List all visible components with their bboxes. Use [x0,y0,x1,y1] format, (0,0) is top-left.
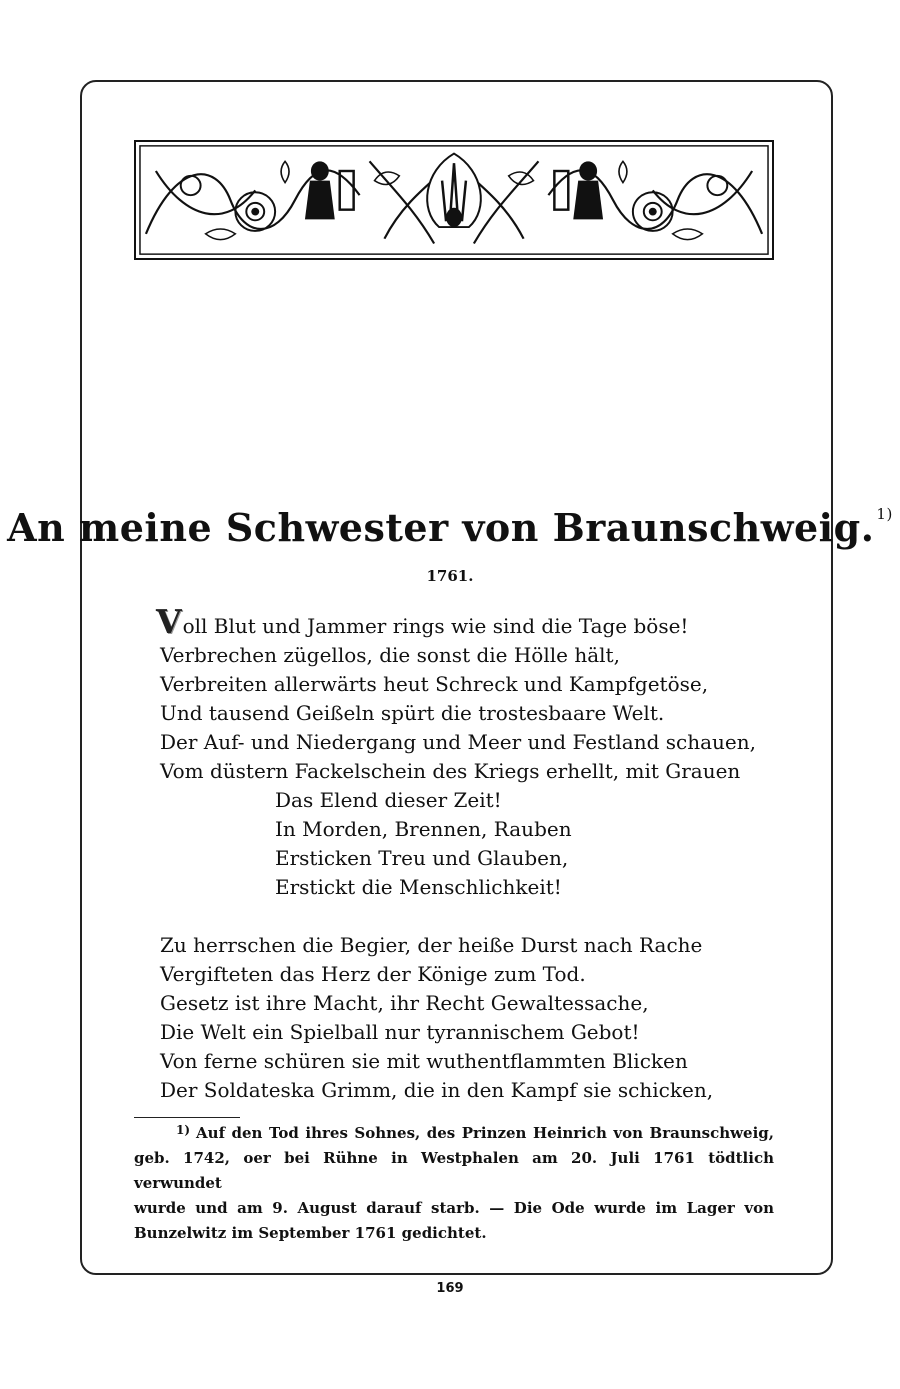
footnote-marker: 1) [176,1123,191,1137]
stanza-gap [160,902,780,931]
decorated-initial: V [156,602,182,641]
poem-line: Verbreiten allerwärts heut Schreck und Kampfgetöse, [160,672,709,696]
poem-line: Die Welt ein Spielball nur tyrannischem Gebot! [160,1020,640,1044]
poem-line: Verbrechen zügellos, die sonst die Hölle hält, [160,643,620,667]
poem-line [156,602,780,641]
decorative-headpiece [134,140,774,260]
footnote-line: geb. 1742, oer bei Rühne in Westphalen am 20. Juli 1761 tödtlich verwundet [134,1149,774,1192]
footnote [134,1118,774,1246]
poem-line-text: oll Blut und Jammer rings wie sind die Tage böse! [182,614,689,638]
poem-line: Und tausend Geißeln spürt die trostesbaare Welt. [160,701,665,725]
poem-line: Vergifteten das Herz der Könige zum Tod. [160,962,586,986]
poem-line: Gesetz ist ihre Macht, ihr Recht Gewaltessache, [160,991,649,1015]
title-footnote-ref: 1) [876,505,893,523]
poem-line: Vom düstern Fackelschein des Kriegs erhellt, mit Grauen [160,759,741,783]
poem-line-indented: Erstickt die Menschlichkeit! [275,875,562,899]
poem-year: 1761. [426,567,474,585]
footnote-line [134,1118,774,1146]
poem-title-text: An meine Schwester von Braunschweig. [7,505,875,550]
poem-line-indented: In Morden, Brennen, Rauben [275,817,572,841]
ornament-svg [136,142,772,258]
poem-line: Zu herrschen die Begier, der heiße Durst nach Rache [160,933,703,957]
footnote-line-text: Auf den Tod ihres Sohnes, des Prinzen Heinrich von Braunschweig, [196,1124,774,1142]
poem-title [0,505,900,550]
poem-line: Von ferne schüren sie mit wuthentflammten Blicken [160,1049,688,1073]
poem-line: Der Auf- und Niedergang und Meer und Festland schauen, [160,730,756,754]
page-number: 169 [436,1281,464,1296]
footnote-line: Bunzelwitz im September 1761 gedichtet. [134,1224,487,1242]
poem-line-indented: Ersticken Treu und Glauben, [275,846,569,870]
poem-body [156,602,780,1105]
footnote-line: wurde und am 9. August darauf starb. — Die Ode wurde im Lager von [134,1199,774,1217]
poem-line: Der Soldateska Grimm, die in den Kampf sie schicken, [160,1078,714,1102]
poem-line-indented: Das Elend dieser Zeit! [275,788,502,812]
